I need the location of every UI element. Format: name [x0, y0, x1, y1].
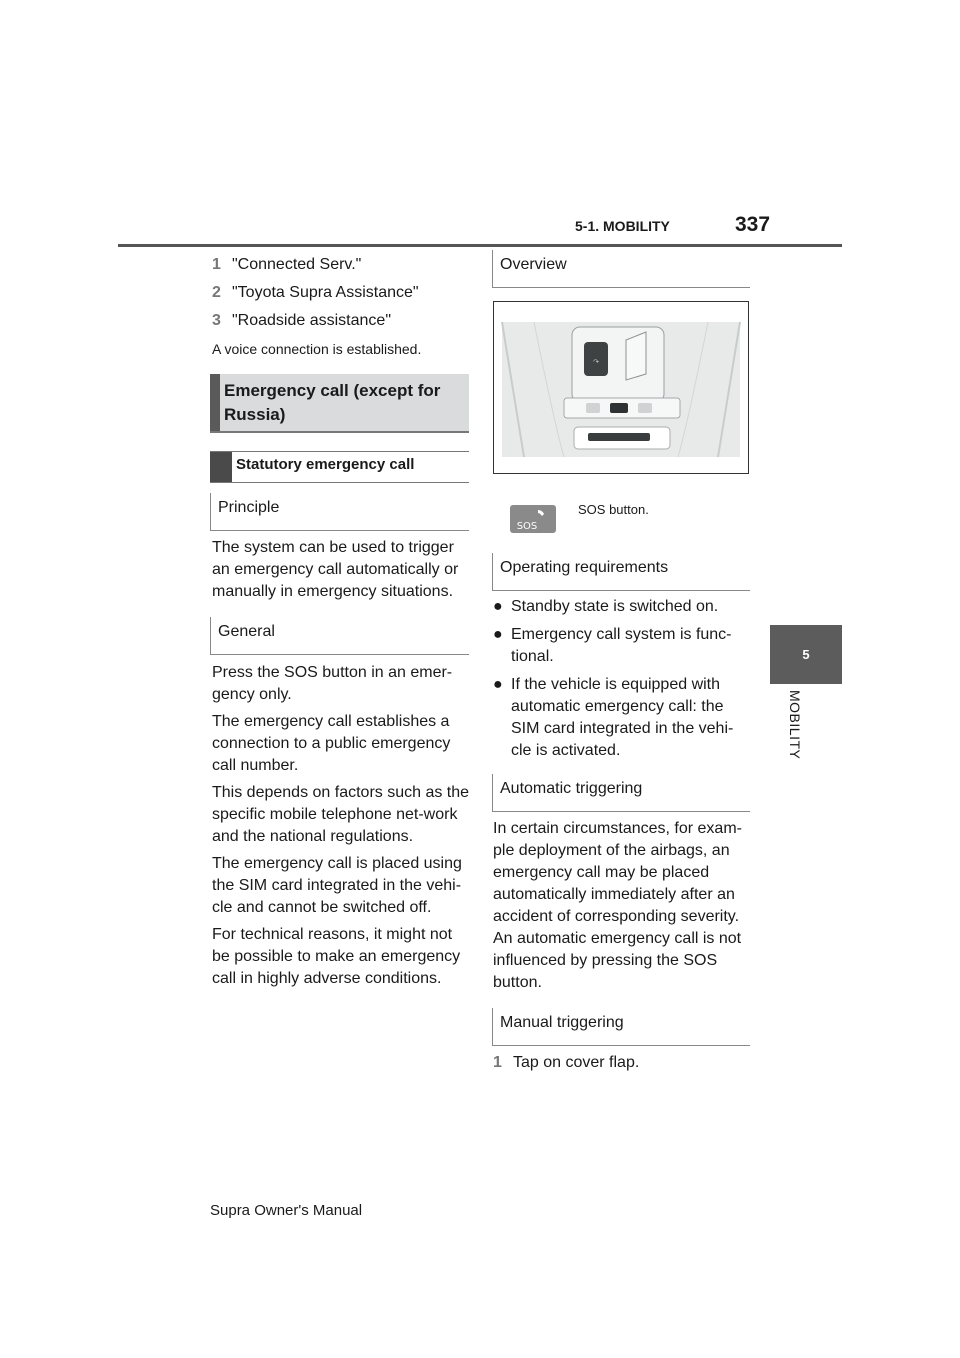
page-number: 337	[735, 213, 771, 236]
main-heading-box	[210, 374, 469, 433]
list-item	[212, 254, 470, 276]
list-item	[212, 310, 470, 332]
bullet-icon: ●	[493, 676, 503, 693]
paragraph: For technical reasons, it might not be possible to make an emergency call in highly adverse conditions.	[212, 926, 461, 987]
svg-text:↷: ↷	[593, 358, 599, 366]
requirements-list	[493, 596, 751, 768]
manual-heading: Manual triggering	[492, 1008, 750, 1046]
sos-caption: SOS button.	[578, 502, 649, 517]
list-item	[493, 1052, 751, 1074]
sos-icon-label: SOS	[516, 521, 538, 532]
footer-text: Supra Owner's Manual	[210, 1202, 363, 1219]
paragraph: This depends on factors such as the specific mobile telephone net-work and the national regulations.	[212, 784, 470, 845]
requirement-text: Standby state is switched on.	[511, 598, 719, 615]
menu-steps	[212, 254, 470, 360]
voice-note: A voice connection is established.	[212, 341, 422, 357]
paragraph: Press the SOS button in an emer-gency only.	[212, 664, 453, 703]
main-heading: Emergency call (except for Russia)	[224, 381, 441, 424]
step-text: "Toyota Supra Assistance"	[232, 284, 419, 301]
requirements-heading: Operating requirements	[492, 553, 750, 591]
heading-bar	[210, 374, 220, 431]
paragraph: The emergency call establishes a connection to a public emergency call number.	[212, 713, 451, 774]
paragraph: The emergency call is placed using the SIM card integrated in the vehi-cle and cannot be switched off.	[212, 855, 462, 916]
requirement-text: Emergency call system is func-tional.	[511, 626, 732, 665]
step-text: "Roadside assistance"	[232, 312, 391, 329]
heading-bar	[210, 452, 232, 482]
automatic-heading: Automatic triggering	[492, 774, 750, 812]
general-body	[212, 662, 470, 990]
step-number: 3	[212, 312, 221, 329]
principle-text: The system can be used to trigger an emergency call automatically or manually in emergency situations.	[212, 539, 459, 600]
list-item	[493, 624, 751, 668]
automatic-text: In certain circumstances, for exam-ple deployment of the airbags, an emergency call may be placed automatically immediately after an accident of corresponding severity. An automatic emergency call is not influenced by pressing the SOS button.	[493, 820, 742, 991]
bullet-icon: ●	[493, 626, 503, 643]
step-number: 1	[493, 1054, 502, 1071]
sub-heading-box	[210, 451, 469, 483]
step-text: Tap on cover flap.	[513, 1054, 640, 1071]
header-divider	[118, 244, 842, 247]
general-heading: General	[210, 617, 469, 655]
phone-icon	[510, 505, 556, 533]
overview-heading: Overview	[492, 250, 750, 288]
requirement-text: If the vehicle is equipped with automatic emergency call: the SIM card integrated in the vehi-cle is activated.	[511, 676, 734, 759]
overhead-console-illustration	[494, 302, 748, 473]
chapter-number: 5	[802, 647, 810, 662]
chapter-label: MOBILITY	[787, 690, 803, 760]
step-number: 2	[212, 284, 221, 301]
step-text: "Connected Serv."	[232, 256, 362, 273]
principle-heading: Principle	[210, 493, 469, 531]
list-item	[493, 596, 751, 618]
list-item	[212, 282, 470, 304]
sos-button-icon	[510, 505, 556, 533]
bullet-icon: ●	[493, 598, 503, 615]
section-title: 5-1. MOBILITY	[575, 218, 670, 234]
step-number: 1	[212, 256, 221, 273]
list-item	[493, 674, 751, 762]
sub-heading: Statutory emergency call	[236, 456, 415, 473]
chapter-tab	[770, 625, 842, 684]
overhead-console-image	[493, 301, 749, 474]
